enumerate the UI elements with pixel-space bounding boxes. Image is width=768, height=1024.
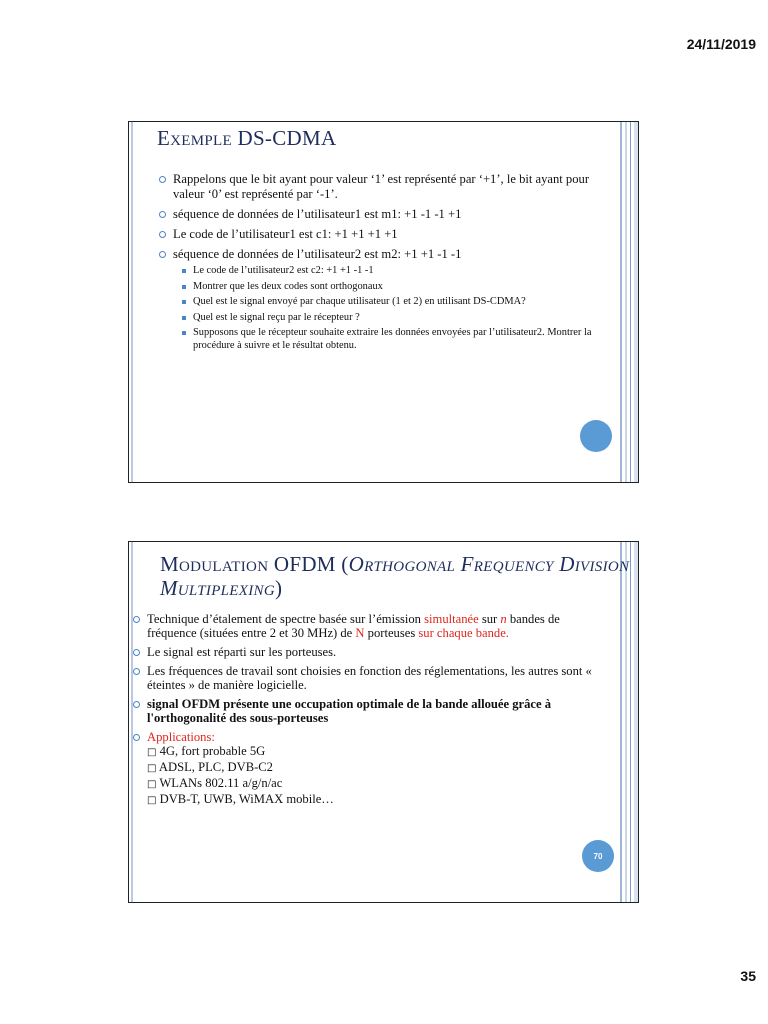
bullet-list	[159, 172, 602, 357]
checkbox-glyph-icon: □	[147, 763, 157, 774]
page-number: 35	[740, 968, 756, 984]
bullet-list	[133, 612, 608, 813]
title-italic-text: Orthogonal Frequency Division Multiplexing	[160, 552, 630, 601]
circle-bullet-icon	[133, 701, 140, 708]
bullet-text: Le signal est réparti sur les porteuses.	[147, 645, 337, 659]
sub-list-item	[181, 312, 602, 325]
highlight-text: n	[500, 612, 507, 626]
sub-bullet-text: Le code de l’utilisateur2 est c2: +1 +1 -1 -1	[193, 265, 374, 276]
list-item	[159, 247, 602, 352]
sub-list-item	[181, 265, 602, 278]
sub-list-item	[181, 327, 602, 352]
sub-bullet-text: Supposons que le récepteur souhaite extraire les données envoyées par l’utilisateur2. Montrer la procédure à suivre et le résultat obtenu.	[193, 327, 592, 351]
applications-label: Applications:	[147, 730, 215, 744]
sub-bullet-list	[181, 265, 602, 352]
application-text: DVB-T, UWB, WiMAX mobile…	[159, 792, 334, 806]
bullet-text: signal OFDM présente une occupation optimale de la bande allouée grâce à l'orthogonalité des sous-porteuses	[147, 697, 552, 725]
circle-bullet-icon	[159, 251, 166, 258]
square-bullet-icon	[182, 316, 186, 320]
list-item	[133, 645, 608, 659]
slide-circle-decoration	[580, 420, 612, 452]
checkbox-glyph-icon: □	[147, 779, 157, 790]
square-bullet-icon	[182, 331, 186, 335]
highlight-text: simultanée	[424, 612, 479, 626]
slide-stripe-decoration	[618, 122, 638, 482]
circle-bullet-icon	[133, 616, 140, 623]
square-bullet-icon	[182, 285, 186, 289]
slide-ds-cdma	[128, 121, 639, 483]
slide-title: Exemple DS-CDMA	[157, 126, 337, 150]
application-text: 4G, fort probable 5G	[159, 744, 266, 758]
title-text-end: )	[274, 576, 283, 601]
circle-bullet-icon	[159, 231, 166, 238]
bullet-text: sur	[478, 612, 501, 626]
sub-list-item	[181, 296, 602, 309]
circle-bullet-icon	[159, 211, 166, 218]
checkbox-glyph-icon: □	[147, 795, 157, 806]
application-item	[147, 744, 608, 760]
application-item	[147, 760, 608, 776]
application-text: ADSL, PLC, DVB-C2	[158, 760, 273, 774]
list-item	[133, 612, 608, 640]
list-item	[133, 664, 608, 692]
title-text: Modulation OFDM (	[160, 552, 349, 576]
bullet-text: séquence de données de l’utilisateur2 est m2: +1 +1 -1 -1	[173, 247, 462, 261]
bullet-text: porteuses	[364, 626, 419, 640]
bullet-text: Rappelons que le bit ayant pour valeur ‘1’ est représenté par ‘+1’, le bit ayant pour valeur ‘0’ est représenté par ‘-1’.	[173, 172, 590, 201]
slide-ofdm	[128, 541, 639, 903]
application-text: WLANs 802.11 a/g/n/ac	[159, 776, 283, 790]
application-item	[147, 792, 608, 808]
list-item	[159, 207, 602, 222]
highlight-text: N	[355, 626, 365, 640]
list-item	[133, 730, 608, 808]
list-item	[159, 172, 602, 202]
sub-list-item	[181, 281, 602, 294]
circle-bullet-icon	[133, 668, 140, 675]
bullet-text: bandes de fréquence (situées entre 2 et 30 MHz) de	[147, 612, 560, 640]
circle-bullet-icon	[159, 176, 166, 183]
square-bullet-icon	[182, 300, 186, 304]
checkbox-glyph-icon: □	[147, 747, 157, 758]
circle-bullet-icon	[133, 734, 140, 741]
sub-bullet-text: Quel est le signal envoyé par chaque utilisateur (1 et 2) en utilisant DS-CDMA?	[193, 296, 526, 307]
slide-number-badge: 70	[582, 840, 614, 872]
list-item	[133, 697, 608, 725]
square-bullet-icon	[182, 269, 186, 273]
circle-bullet-icon	[133, 649, 140, 656]
bullet-text: Technique d’étalement de spectre basée sur l’émission	[147, 612, 425, 626]
bullet-text: Les fréquences de travail sont choisies en fonction des réglementations, les autres sont « éteintes » de manière logicielle.	[147, 664, 592, 692]
sub-bullet-text: Montrer que les deux codes sont orthogonaux	[193, 280, 383, 292]
bullet-text: séquence de données de l’utilisateur1 est m1: +1 -1 -1 +1	[173, 207, 462, 221]
sub-bullet-text: Quel est le signal reçu par le récepteur ?	[193, 311, 360, 323]
page-date: 24/11/2019	[686, 36, 756, 52]
list-item	[159, 227, 602, 242]
bullet-text: Le code de l’utilisateur1 est c1: +1 +1 +1 +1	[173, 227, 398, 241]
application-item	[147, 776, 608, 792]
slide-left-border	[129, 122, 133, 482]
slide-title	[160, 552, 638, 600]
highlight-text: sur chaque bande.	[418, 626, 509, 640]
